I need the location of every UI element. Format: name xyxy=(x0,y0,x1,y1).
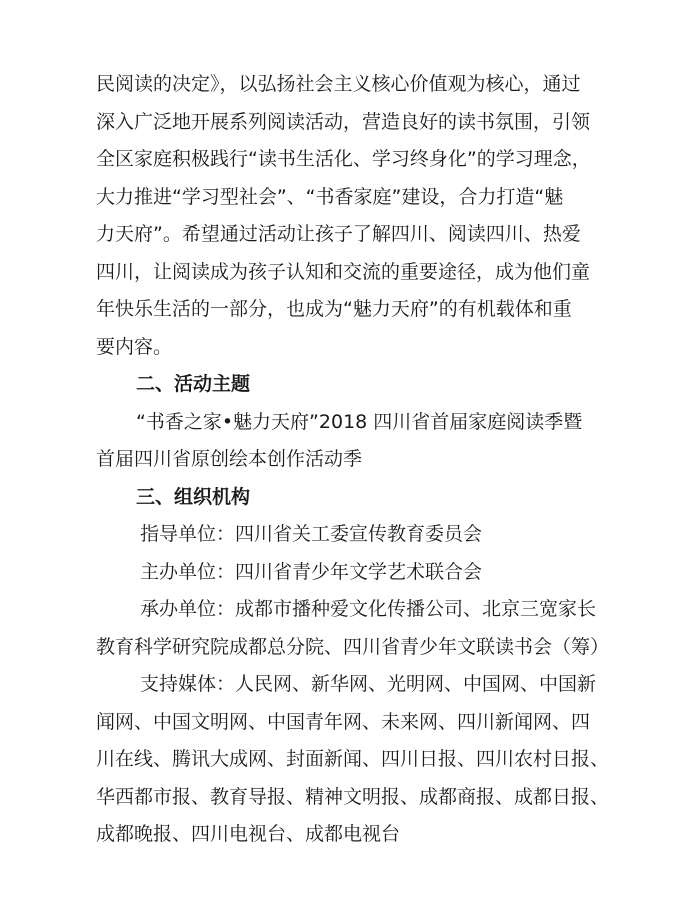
theme-line: “书香之家•魅力天府”2018 四川省首届家庭阅读季暨 xyxy=(136,410,583,433)
media-line: 成都晚报、四川电视台、成都电视台 xyxy=(96,823,401,845)
host-unit: 主办单位：四川省青少年文学艺术联合会 xyxy=(140,560,483,583)
body-line: 四川，让阅读成为孩子认知和交流的重要途径，成为他们童 xyxy=(96,260,591,283)
media-line: 川在线、腾讯大成网、封面新闻、四川日报、四川农村日报、 xyxy=(96,748,610,770)
media-line: 华西都市报、教育导报、精神文明报、成都商报、成都日报、 xyxy=(96,785,610,808)
body-line: 要内容。 xyxy=(96,335,173,358)
body-line: 民阅读的决定》，以弘扬社会主义核心价值观为核心，通过 xyxy=(96,73,581,95)
organizer-line: 承办单位：成都市播种爱文化传播公司、北京三宽家长 xyxy=(140,598,597,620)
body-line: 深入广泛地开展系列阅读活动，营造良好的读书氛围，引领 xyxy=(96,110,591,133)
media-line: 支持媒体：人民网、新华网、光明网、中国网、中国新 xyxy=(140,673,597,695)
body-line: 年快乐生活的一部分，也成为“魅力天府”的有机载体和重 xyxy=(96,298,572,320)
section-heading-theme: 二、活动主题 xyxy=(136,373,251,395)
body-line: 大力推进“学习型社会”、“书香家庭”建设，合力打造“魅 xyxy=(96,185,564,208)
document-page xyxy=(96,66,616,854)
guide-unit: 指导单位：四川省关工委宣传教育委员会 xyxy=(140,523,483,545)
theme-line: 首届四川省原创绘本创作活动季 xyxy=(96,448,363,470)
body-line: 力天府”。希望通过活动让孩子了解四川、阅读四川、热爱 xyxy=(96,223,581,245)
media-line: 闻网、中国文明网、中国青年网、未来网、四川新闻网、四 xyxy=(96,710,591,733)
organizer-line: 教育科学研究院成都总分院、四川省青少年文联读书会（筹） xyxy=(96,635,610,658)
section-heading-organization: 三、组织机构 xyxy=(136,485,251,508)
body-line: 全区家庭积极践行“读书生活化、学习终身化”的学习理念， xyxy=(96,148,591,170)
